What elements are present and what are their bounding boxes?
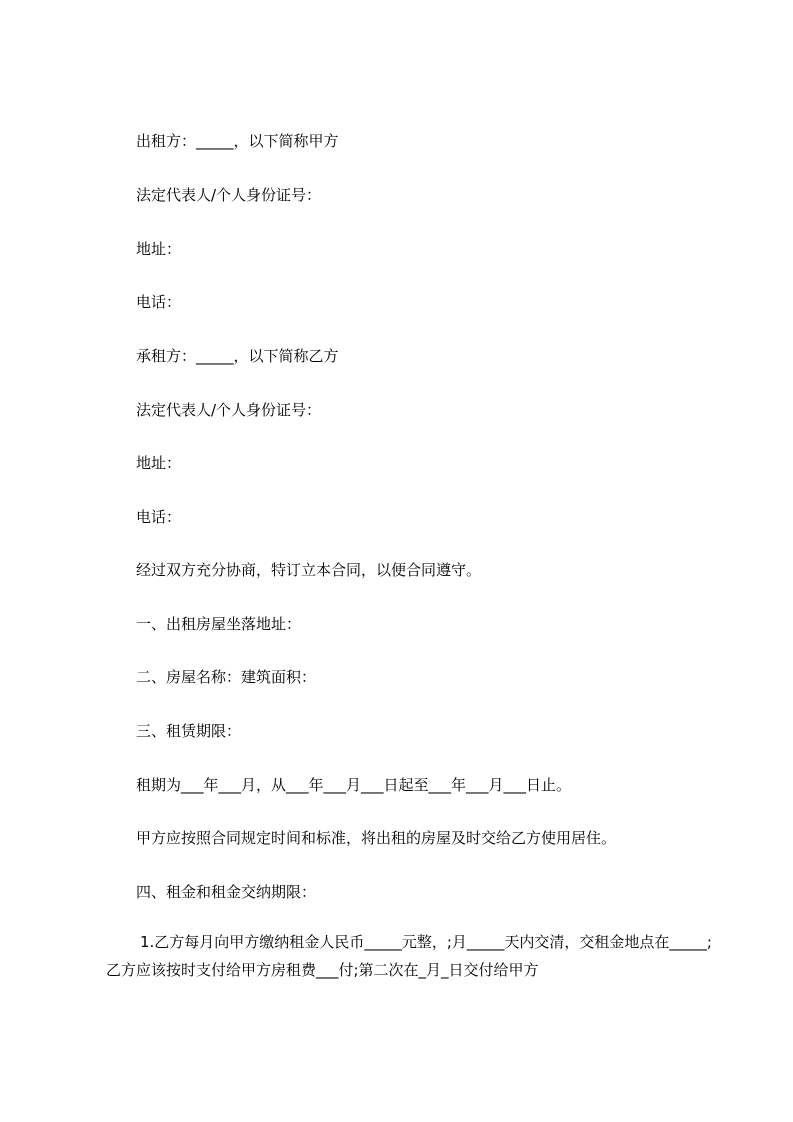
lessee-line: 承租方：_____，以下简称乙方	[136, 347, 339, 365]
lessor-phone-line: 电话：	[136, 293, 182, 311]
section-4-heading: 四、租金和租金交纳期限：	[136, 883, 317, 901]
section-1-heading: 一、出租房屋坐落地址：	[136, 615, 302, 633]
lessee-phone-line: 电话：	[136, 508, 182, 526]
section-3-heading: 三、租赁期限：	[136, 722, 242, 740]
lessor-address-line: 地址：	[136, 240, 182, 258]
lessee-representative-line: 法定代表人/个人身份证号：	[136, 401, 322, 419]
lessor-representative-line: 法定代表人/个人身份证号：	[136, 186, 322, 204]
section-2-heading: 二、房屋名称：建筑面积：	[136, 668, 317, 686]
lessor-line: 出租方：_____，以下简称甲方	[136, 132, 339, 150]
lessee-address-line: 地址：	[136, 454, 182, 472]
lease-term-line: 租期为___年___月，从___年___月___日起至___年___月___日止。	[136, 776, 572, 794]
agreement-intro-line: 经过双方充分协商，特订立本合同，以便合同遵守。	[136, 561, 482, 579]
handover-line: 甲方应按照合同规定时间和标准，将出租的房屋及时交给乙方使用居住。	[136, 829, 617, 847]
rent-payment-paragraph: 1.乙方每月向甲方缴纳租金人民币_____元整，;月_____天内交清，交租金地点在_____;乙方应该按时支付给甲方房租费___付;第二次在_月_日交付给甲方	[106, 933, 712, 979]
